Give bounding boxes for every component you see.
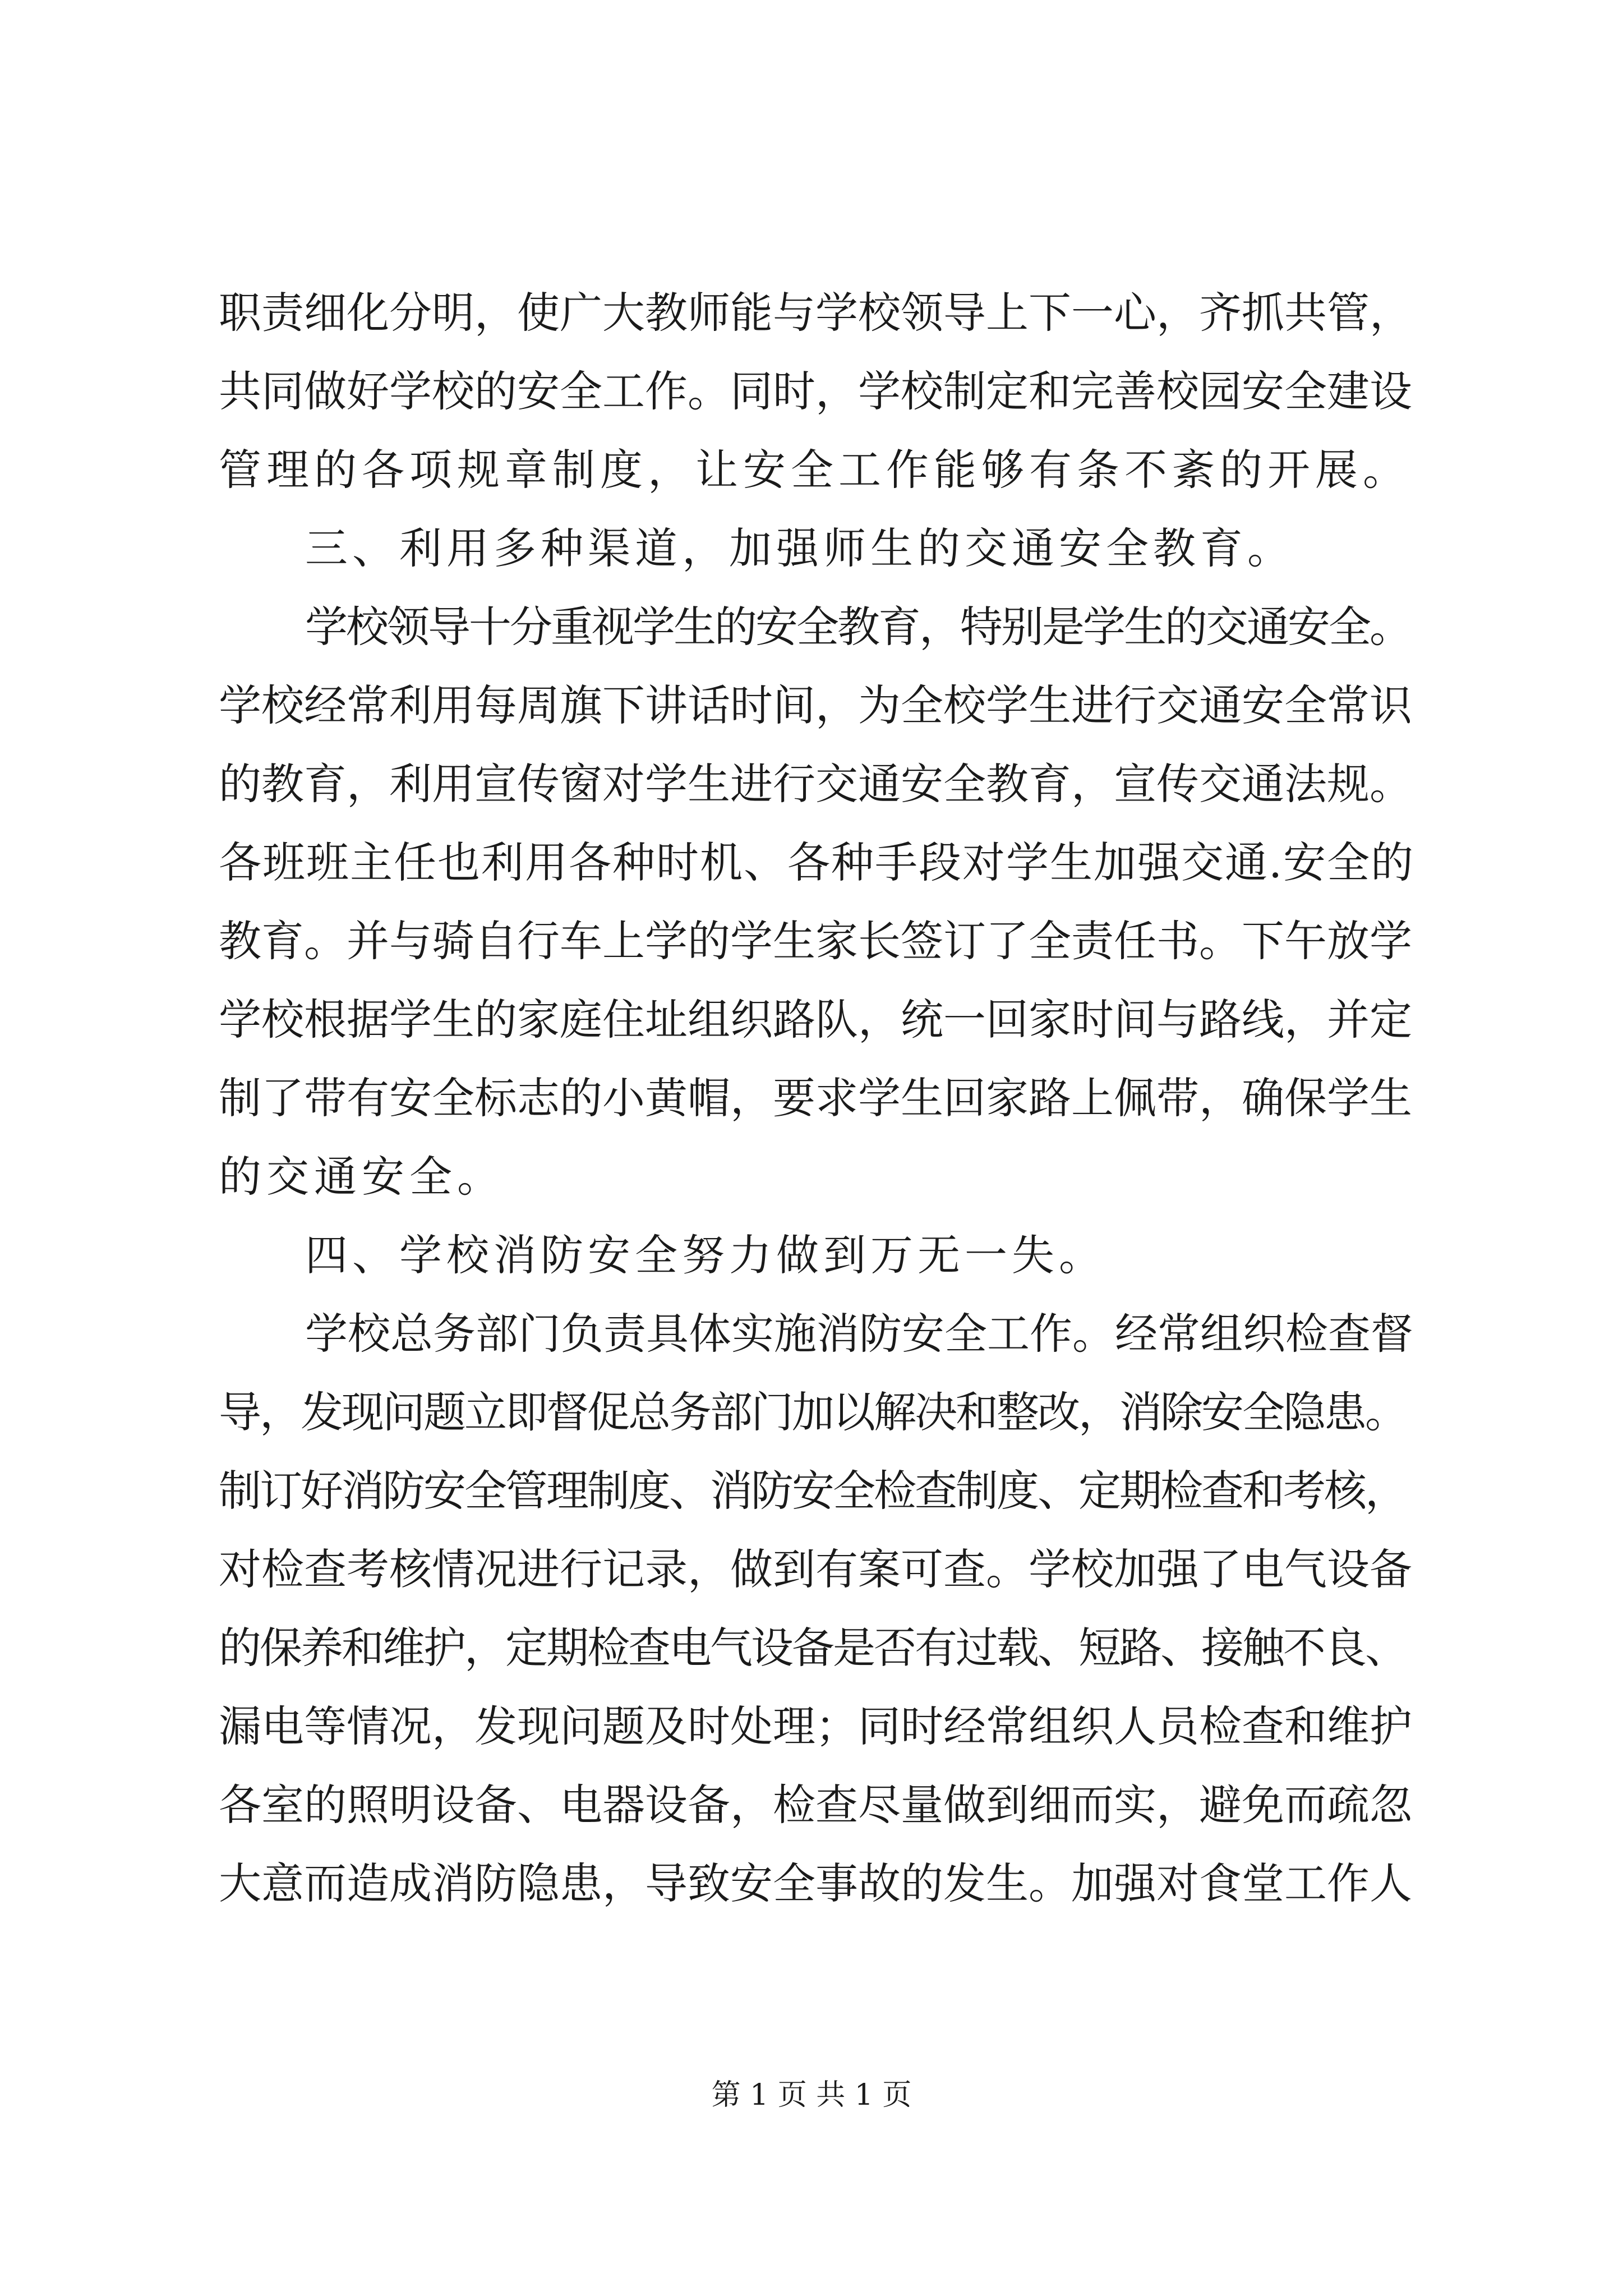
text-line: 管理的各项规章制度，让安全工作能够有条不紊的开展。: [219, 445, 1410, 495]
text-line: 教育。并与骑自行车上学的学生家长签订了全责任书。下午放学: [219, 916, 1412, 966]
text-line: 的保养和维护，定期检查电气设备是否有过载、短路、接触不良、: [219, 1623, 1406, 1673]
text-line: 导，发现问题立即督促总务部门加以解决和整改，消除安全隐患。: [219, 1387, 1406, 1437]
section-heading: 三、利用多种渠道，加强师生的交通安全教育。: [305, 523, 1294, 573]
text-line: 共同做好学校的安全工作。同时，学校制定和完善校园安全建设: [219, 366, 1412, 416]
text-line: 漏电等情况，发现问题及时处理；同时经常组织人员检查和维护: [219, 1701, 1412, 1751]
text-line: 学校根据学生的家庭住址组织路队，统一回家时间与路线，并定: [219, 995, 1412, 1045]
text-line: 的交通安全。: [219, 1152, 505, 1202]
section-heading: 四、学校消防安全努力做到万无一失。: [305, 1230, 1106, 1280]
text-line: 的教育，利用宣传窗对学生进行交通安全教育，宣传交通法规。: [219, 759, 1412, 809]
text-line: 制了带有安全标志的小黄帽，要求学生回家路上佩带，确保学生: [219, 1073, 1412, 1123]
text-line: 对检查考核情况进行记录，做到有案可查。学校加强了电气设备: [219, 1544, 1412, 1594]
text-line: 各班班主任也利用各种时机、各种手段对学生加强交通.安全的: [219, 838, 1415, 887]
text-line: 大意而造成消防隐患，导致安全事故的发生。加强对食堂工作人: [219, 1858, 1412, 1908]
text-line: 学校总务部门负责具体实施消防安全工作。经常组织检查督: [305, 1309, 1413, 1359]
page-footer: 第 1 页 共 1 页: [711, 2078, 912, 2112]
text-line: 学校经常利用每周旗下讲话时间，为全校学生进行交通安全常识: [219, 680, 1412, 730]
text-line: 职责细化分明，使广大教师能与学校领导上下一心，齐抓共管，: [219, 288, 1412, 338]
text-line: 制订好消防安全管理制度、消防安全检查制度、定期检查和考核，: [219, 1466, 1406, 1516]
text-line: 各室的照明设备、电器设备，检查尽量做到细而实，避免而疏忽: [219, 1780, 1412, 1830]
text-line: 学校领导十分重视学生的安全教育，特别是学生的交通安全。: [305, 602, 1410, 652]
